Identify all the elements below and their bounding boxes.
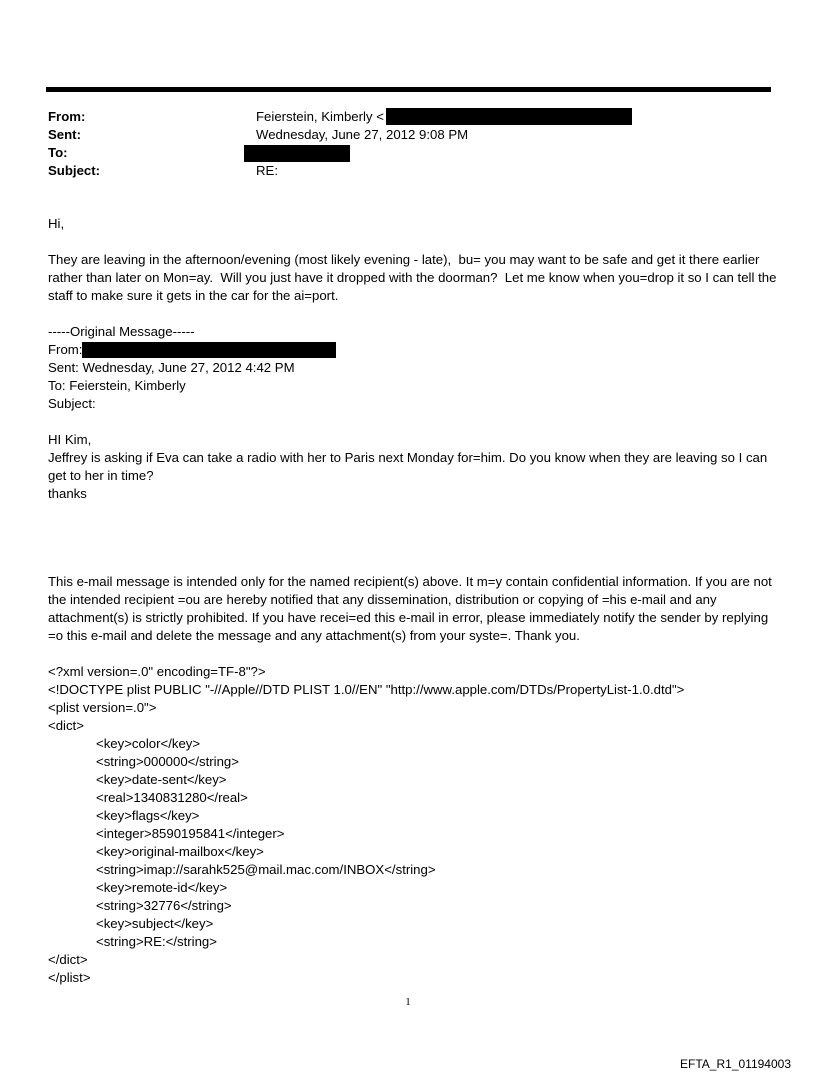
redaction-box: [82, 342, 336, 358]
original-greeting: HI Kim,: [48, 432, 92, 447]
disclaimer-text: This e-mail message is intended only for the named recipient(s) above. It m=y contain confidential information. If you are not the intended recipient =ou are hereby notified that any dissemination, distribution or copying of =his e-mail and any attachment(s) is strictly prohibited. If you have recei=ed this e-mail in error, please immediately notify the sender by replying =o this e-mail and delete the message and any attachment(s) from your syste=. Thank you.: [48, 574, 776, 643]
plist-entry: <string>32776</string>: [96, 898, 232, 913]
to-row: [48, 144, 768, 162]
plist-line: <!DOCTYPE plist PUBLIC "-//Apple//DTD PLIST 1.0//EN" "http://www.apple.com/DTDs/PropertyList-1.0.dtd">: [48, 682, 685, 697]
original-signoff: thanks: [48, 486, 87, 501]
plist-entry: <integer>8590195841</integer>: [96, 826, 285, 841]
plist-line: <dict>: [48, 718, 84, 733]
to-label: To:: [48, 145, 68, 160]
reply-body: [48, 215, 781, 305]
plist-entry: <key>date-sent</key>: [96, 772, 227, 787]
plist-entry: <key>color</key>: [96, 736, 201, 751]
subject-row: [48, 162, 768, 180]
plist-line: <plist version=.0">: [48, 700, 157, 715]
header-rule: [46, 87, 771, 92]
sent-label: Sent:: [48, 127, 81, 142]
document-id: EFTA_R1_01194003: [680, 1057, 791, 1071]
from-label: From:: [48, 109, 86, 124]
sent-value: Wednesday, June 27, 2012 9:08 PM: [256, 127, 469, 142]
plist-entry: <key>original-mailbox</key>: [96, 844, 264, 859]
email-header: [48, 108, 768, 180]
plist-line: </plist>: [48, 970, 91, 985]
redaction-box: [386, 108, 632, 125]
original-message: [48, 323, 778, 503]
plist-line: <?xml version=.0" encoding=TF-8"?>: [48, 664, 266, 679]
original-to: To: Feierstein, Kimberly: [48, 378, 186, 393]
from-value: Feierstein, Kimberly <: [256, 109, 384, 124]
plist-entry: <key>subject</key>: [96, 916, 214, 931]
greeting: Hi,: [48, 216, 65, 231]
plist-entry: <string>000000</string>: [96, 754, 239, 769]
page-number: 1: [405, 996, 411, 1008]
original-text: Jeffrey is asking if Eva can take a radio with her to Paris next Monday for=him. Do you know when they are leaving so I can get to her in time?: [48, 450, 771, 483]
from-row: [48, 108, 768, 126]
plist-entry: <key>flags</key>: [96, 808, 200, 823]
plist-entry: <real>1340831280</real>: [96, 790, 248, 805]
plist-entry: <key>remote-id</key>: [96, 880, 228, 895]
redaction-box: [244, 145, 350, 162]
disclaimer: [48, 573, 778, 645]
subject-label: Subject:: [48, 163, 101, 178]
original-separator: -----Original Message-----: [48, 324, 195, 339]
original-from: From:: [48, 342, 83, 357]
original-subject: Subject:: [48, 396, 96, 411]
plist-block: [48, 663, 778, 987]
plist-entry: <string>RE:</string>: [96, 934, 217, 949]
subject-value: RE:: [256, 163, 278, 178]
original-sent: Sent: Wednesday, June 27, 2012 4:42 PM: [48, 360, 295, 375]
plist-entry: <string>imap://sarahk525@mail.mac.com/INBOX</string>: [96, 862, 436, 877]
sent-row: [48, 126, 768, 144]
plist-line: </dict>: [48, 952, 88, 967]
reply-paragraph: They are leaving in the afternoon/evening (most likely evening - late), bu= you may want to be safe and get it there earlier rather than later on Mon=ay. Will you just have it dropped with the doorman? Let me know when you=drop it so I can tell the staff to make sure it gets in the car for the ai=port.: [48, 252, 781, 303]
